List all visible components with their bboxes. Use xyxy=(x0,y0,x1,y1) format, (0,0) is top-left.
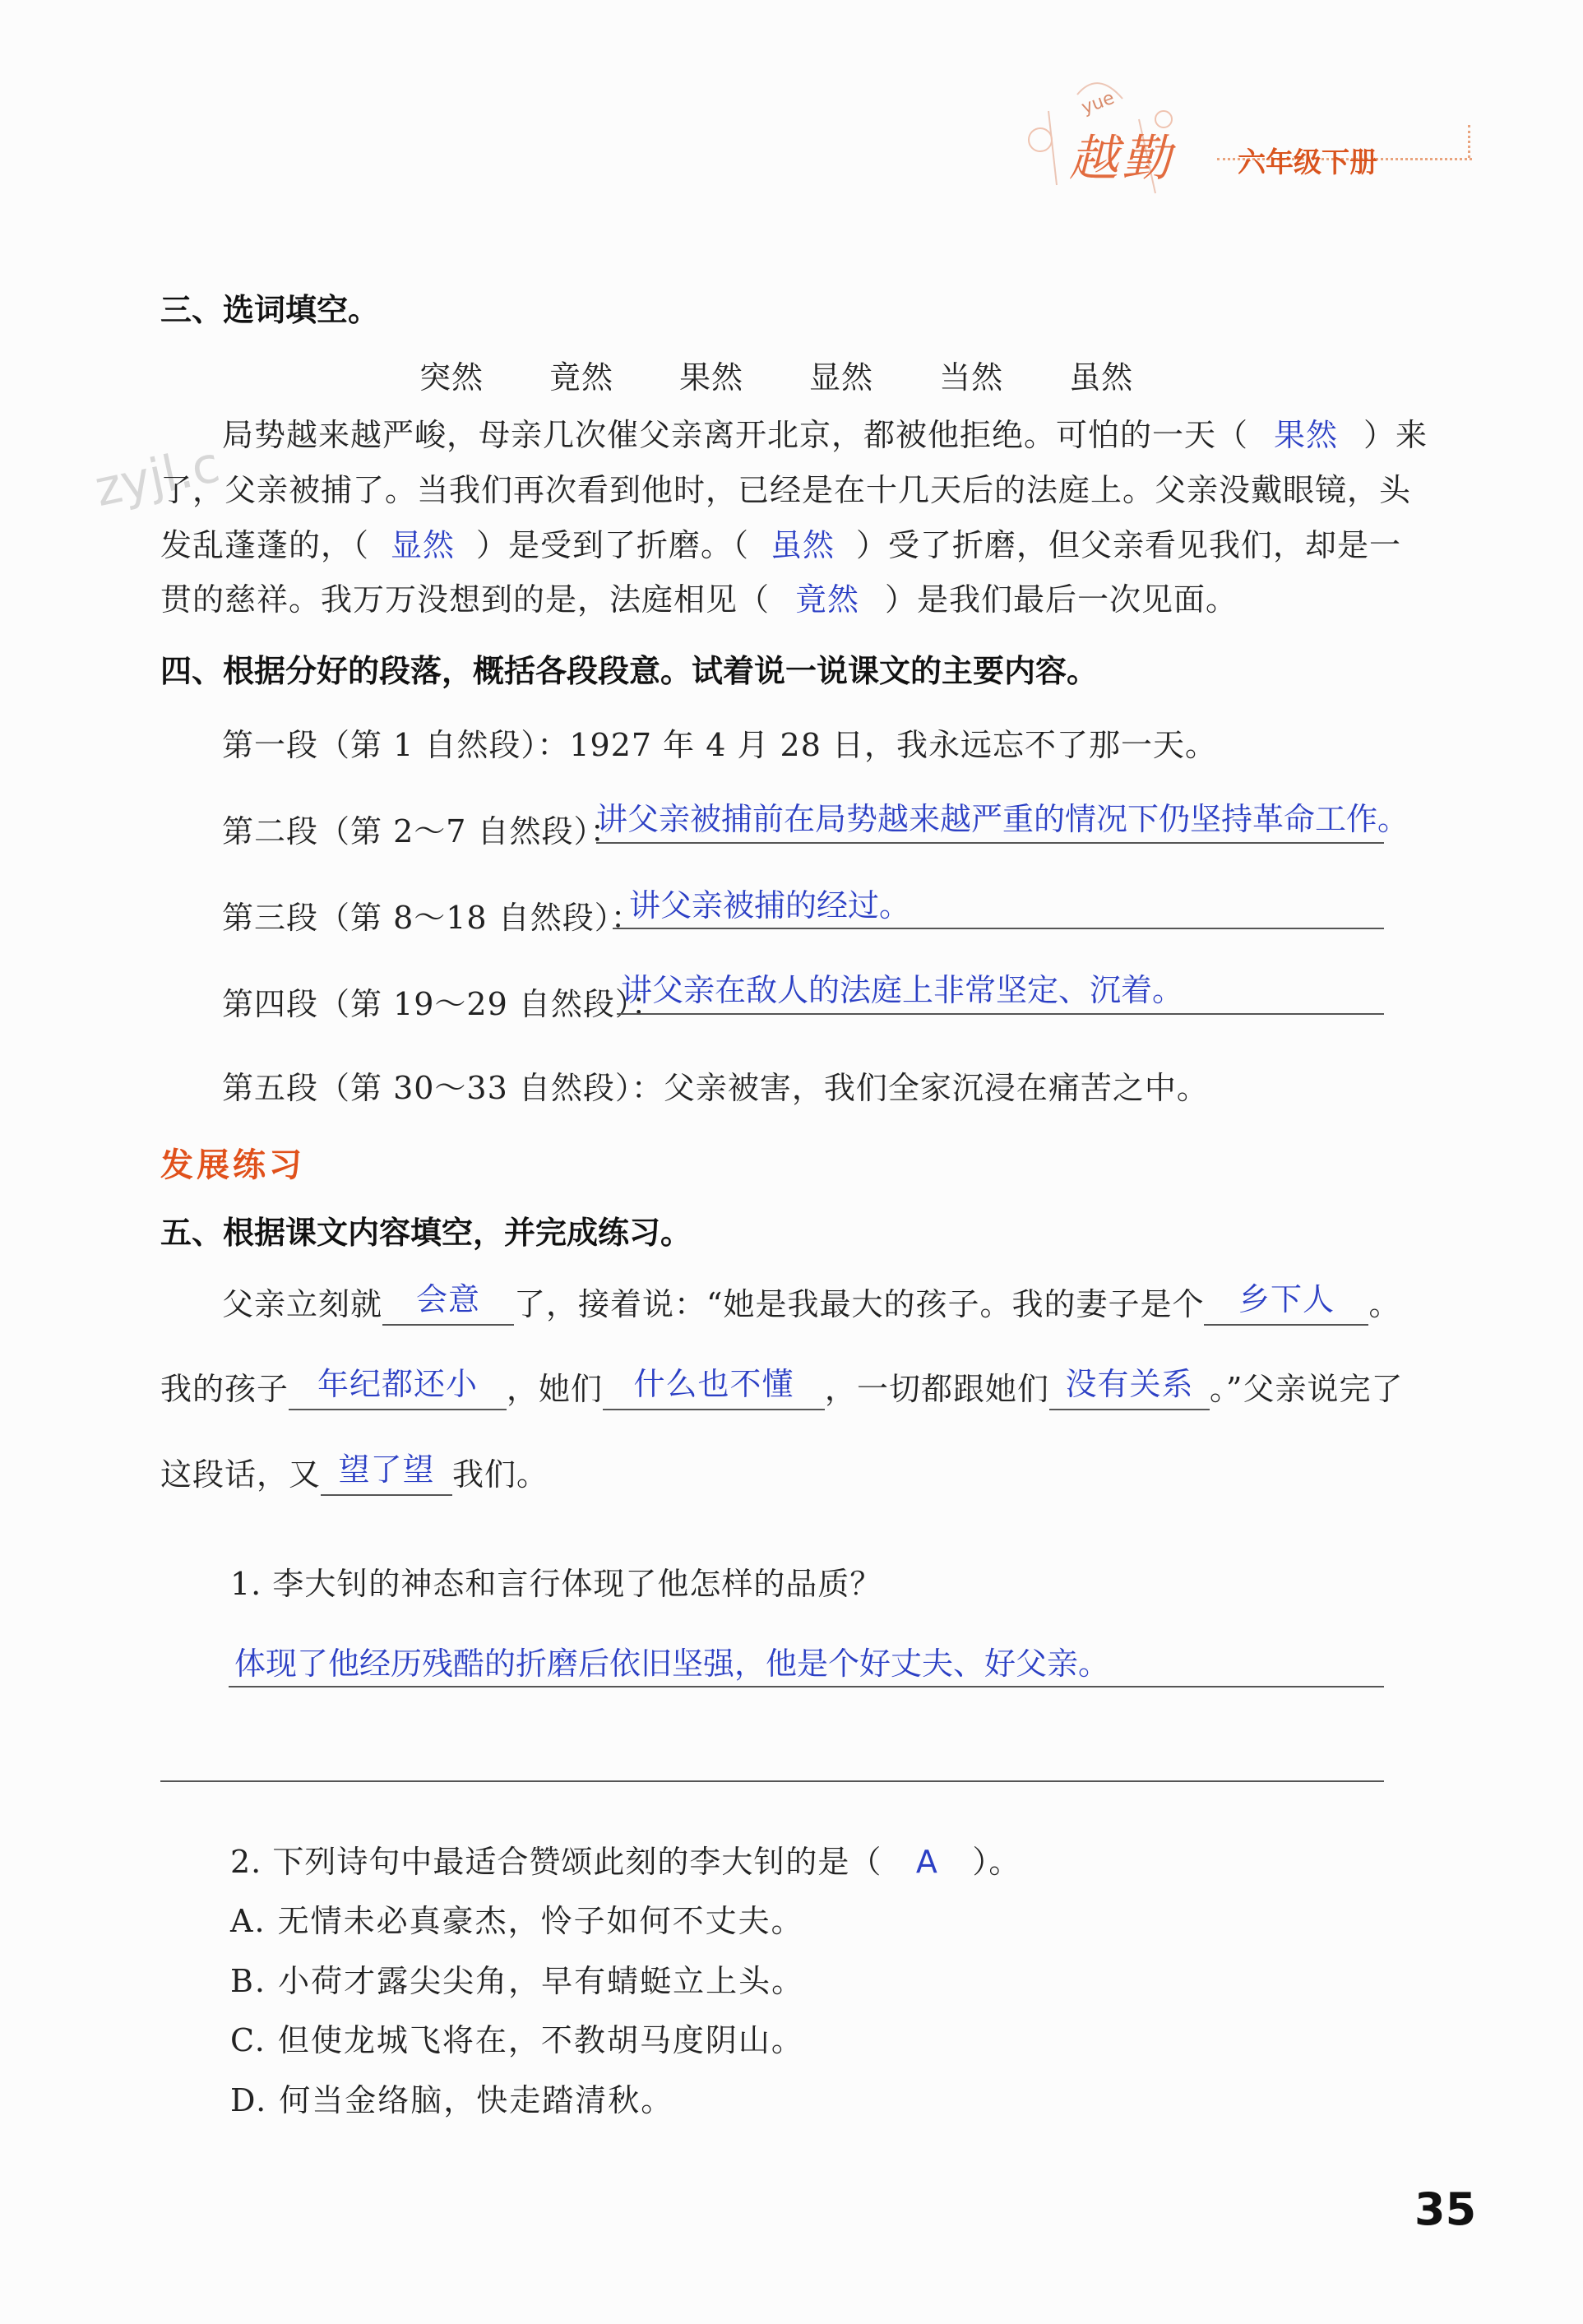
question-1-answer: 体现了他经历残酷的折磨后依旧坚强，他是个好丈夫、好父亲。 xyxy=(234,1646,1110,1682)
answer-line xyxy=(596,842,1384,844)
option-b: B. 小荷才露尖尖角，早有蜻蜓立上头。 xyxy=(230,1963,805,1999)
segment-2-answer: 讲父亲被捕前在局势越来越严重的情况下仍坚持革命工作。 xyxy=(596,801,1409,837)
segment-3-label: 第三段（第 8～18 自然段）： xyxy=(222,900,643,936)
fill-blank xyxy=(289,1363,507,1410)
logo-small-text: yue xyxy=(1078,87,1118,119)
passage-text: ）来 xyxy=(1363,417,1428,453)
answer-handwriting: 乡下人 xyxy=(1238,1281,1335,1317)
question-text: 2. 下列诗句中最适合赞颂此刻的李大钊的是（ xyxy=(230,1844,882,1880)
answer-handwriting: 望了望 xyxy=(338,1451,435,1488)
question-1: 1. 李大钊的神态和言行体现了他怎样的品质？ xyxy=(230,1566,882,1602)
answer-handwriting: 年纪都还小 xyxy=(317,1366,479,1402)
answer-line xyxy=(613,928,1384,929)
word-bank-item: 竟然 xyxy=(549,359,614,396)
word-bank-item: 虽然 xyxy=(1069,359,1134,396)
answer-handwriting: 没有关系 xyxy=(1065,1366,1194,1402)
development-section-label: 发展练习 xyxy=(160,1146,305,1184)
answer-handwriting: 显然 xyxy=(391,527,456,563)
section4-title: 四、根据分好的段落，概括各段段意。试着说一说课文的主要内容。 xyxy=(160,653,1099,689)
answer-handwriting: 竟然 xyxy=(795,581,860,618)
answer-line xyxy=(229,1686,1384,1687)
fill-line-3 xyxy=(160,1449,548,1496)
passage-text: 我们。 xyxy=(452,1456,549,1493)
answer-line xyxy=(617,1013,1384,1015)
passage-text: 这段话，又 xyxy=(160,1456,322,1493)
option-c: C. 但使龙城飞将在，不教胡马度阴山。 xyxy=(230,2022,804,2058)
answer-handwriting: 虽然 xyxy=(771,527,835,563)
passage-text: 贯的慈祥。我万万没想到的是，法庭相见（ xyxy=(160,581,771,618)
section5-title: 五、根据课文内容填空，并完成练习。 xyxy=(160,1215,692,1251)
logo-main-text: 越勤 xyxy=(1069,130,1174,187)
passage-line-3 xyxy=(160,520,1401,565)
grade-label: 六年级下册 xyxy=(1238,146,1377,179)
passage-text: 。 xyxy=(1368,1286,1401,1322)
fill-blank xyxy=(1049,1363,1210,1410)
passage-text: ，一切都跟她们 xyxy=(825,1371,1050,1407)
passage-text: ）是我们最后一次见面。 xyxy=(885,581,1238,618)
word-bank-item: 突然 xyxy=(419,359,484,396)
passage-text: ）是受到了折磨。（ xyxy=(476,527,750,563)
segment-4-label: 第四段（第 19～29 自然段）： xyxy=(222,986,664,1022)
passage-text: 父亲立刻就 xyxy=(222,1286,383,1322)
fill-blank xyxy=(603,1363,825,1410)
passage-line-1 xyxy=(222,410,1428,455)
watermark: zyjl.c xyxy=(90,435,225,519)
segment-3-answer: 讲父亲被捕的经过。 xyxy=(629,887,911,924)
passage-line-4 xyxy=(160,574,1238,619)
passage-text: ）受了折磨，但父亲看见我们，却是一 xyxy=(856,527,1402,563)
passage-text: 发乱蓬蓬的，（ xyxy=(160,527,370,563)
answer-line xyxy=(160,1780,1384,1782)
fill-blank xyxy=(382,1279,514,1326)
segment-5: 第五段（第 30～33 自然段）：父亲被害，我们全家沉浸在痛苦之中。 xyxy=(222,1070,1209,1106)
passage-text: 局势越来越严峻，母亲几次催父亲离开北京，都被他拒绝。可怕的一天（ xyxy=(222,417,1249,453)
header-divider-vertical xyxy=(1468,125,1470,158)
segment-2-label: 第二段（第 2～7 自然段）： xyxy=(222,813,623,850)
fill-line-1 xyxy=(222,1279,1400,1326)
answer-handwriting: 果然 xyxy=(1274,417,1339,453)
answer-handwriting: A xyxy=(915,1844,938,1880)
word-bank-item: 果然 xyxy=(679,359,744,396)
passage-line-2: 了，父亲被捕了。当我们再次看到他时，已经是在十几天后的法庭上。父亲没戴眼镜，头 xyxy=(160,472,1412,508)
option-d: D. 何当金络脑，快走踏清秋。 xyxy=(230,2082,674,2118)
word-bank xyxy=(419,352,1133,397)
word-bank-item: 当然 xyxy=(939,359,1004,396)
fill-line-2 xyxy=(160,1363,1403,1410)
publisher-logo xyxy=(999,62,1197,218)
section3-title: 三、选词填空。 xyxy=(160,292,380,328)
passage-text: 。”父亲说完了 xyxy=(1210,1371,1404,1407)
question-text: ）。 xyxy=(972,1844,1021,1880)
passage-text: 了，接着说：“她是我最大的孩子。我的妻子是个 xyxy=(514,1286,1205,1322)
word-bank-item: 显然 xyxy=(809,359,874,396)
passage-text: 我的孩子 xyxy=(160,1371,289,1407)
segment-4-answer: 讲父亲在敌人的法庭上非常坚定、沉着。 xyxy=(621,972,1184,1008)
fill-blank xyxy=(1204,1279,1368,1326)
page-number: 35 xyxy=(1414,2183,1477,2235)
fill-blank xyxy=(321,1449,452,1496)
answer-handwriting: 什么也不懂 xyxy=(633,1366,794,1402)
question-2 xyxy=(230,1836,1021,1882)
answer-handwriting: 会意 xyxy=(416,1281,481,1317)
option-a: A. 无情未必真豪杰，怜子如何不丈夫。 xyxy=(230,1903,804,1939)
segment-1: 第一段（第 1 自然段）：1927 年 4 月 28 日，我永远忘不了那一天。 xyxy=(222,727,1217,763)
passage-text: ，她们 xyxy=(507,1371,604,1407)
